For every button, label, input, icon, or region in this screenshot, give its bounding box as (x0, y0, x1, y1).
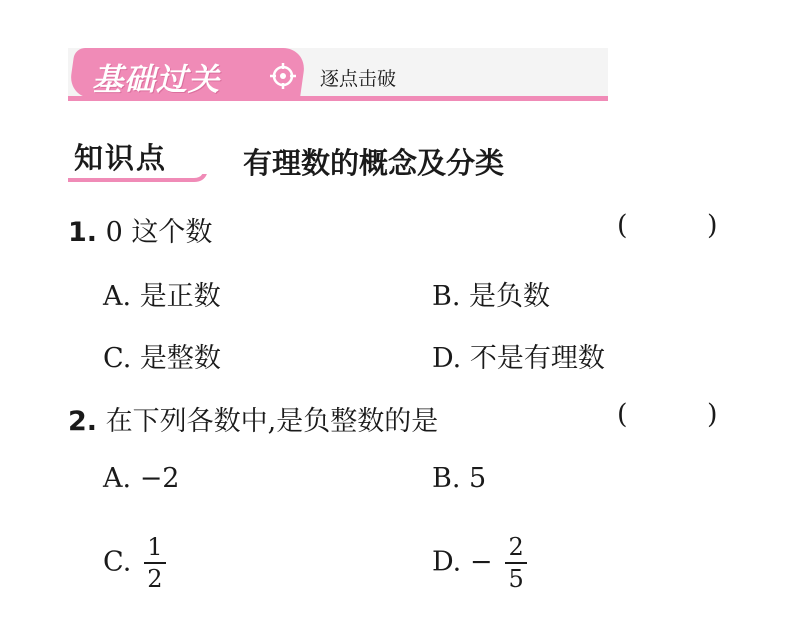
question-2-option-c[interactable] (103, 533, 166, 593)
option-letter: C. (103, 343, 132, 374)
question-number: 1. (68, 217, 98, 248)
question-2-option-d[interactable] (432, 533, 527, 593)
question-text: 0 这个数 (105, 217, 213, 248)
question-text: 在下列各数中,是负整数的是 (105, 406, 439, 437)
question-1-stem (68, 210, 212, 249)
option-letter: A. (103, 463, 132, 494)
option-text: −2 (139, 463, 180, 494)
option-text: 是整数 (139, 343, 221, 374)
fraction-denominator: 2 (147, 565, 163, 593)
option-text: 5 (469, 463, 487, 494)
option-text: 是负数 (469, 281, 551, 312)
answer-paren-open: ( (617, 399, 628, 430)
option-text: 不是有理数 (469, 343, 605, 374)
option-sign: − (469, 546, 493, 578)
target-icon (270, 63, 296, 89)
banner-subtitle: 逐点击破 (320, 68, 397, 90)
question-1-option-a[interactable] (103, 274, 221, 313)
option-letter: D. (432, 343, 462, 374)
fraction-bar (144, 562, 166, 564)
fraction-denominator: 5 (508, 565, 524, 593)
option-letter: B. (432, 281, 461, 312)
question-2-option-a[interactable] (103, 463, 180, 494)
option-letter: B. (432, 463, 461, 494)
question-number: 2. (68, 406, 98, 437)
knowledge-point-label: 知识点 (74, 141, 168, 175)
banner-title: 基础过关 (92, 62, 220, 98)
question-2-option-b[interactable] (432, 463, 486, 494)
question-1-option-d[interactable] (432, 336, 605, 375)
knowledge-point-title: 有理数的概念及分类 (243, 146, 505, 180)
knowledge-point-tag (68, 130, 208, 184)
option-letter: C. (103, 546, 132, 578)
fraction-bar (505, 562, 527, 564)
fraction-numerator: 1 (147, 533, 163, 561)
option-letter: D. (432, 546, 462, 578)
option-letter: A. (103, 281, 132, 312)
answer-paren-close: ) (707, 210, 718, 241)
answer-paren-close: ) (707, 399, 718, 430)
fraction (505, 533, 527, 593)
option-text: 是正数 (139, 281, 221, 312)
tag-underline (68, 174, 208, 188)
question-2-stem (68, 399, 438, 438)
question-1-option-b[interactable] (432, 274, 550, 313)
fraction-numerator: 2 (508, 533, 524, 561)
answer-paren-open: ( (617, 210, 628, 241)
question-1-option-c[interactable] (103, 336, 221, 375)
fraction (144, 533, 166, 593)
section-banner (68, 48, 608, 104)
